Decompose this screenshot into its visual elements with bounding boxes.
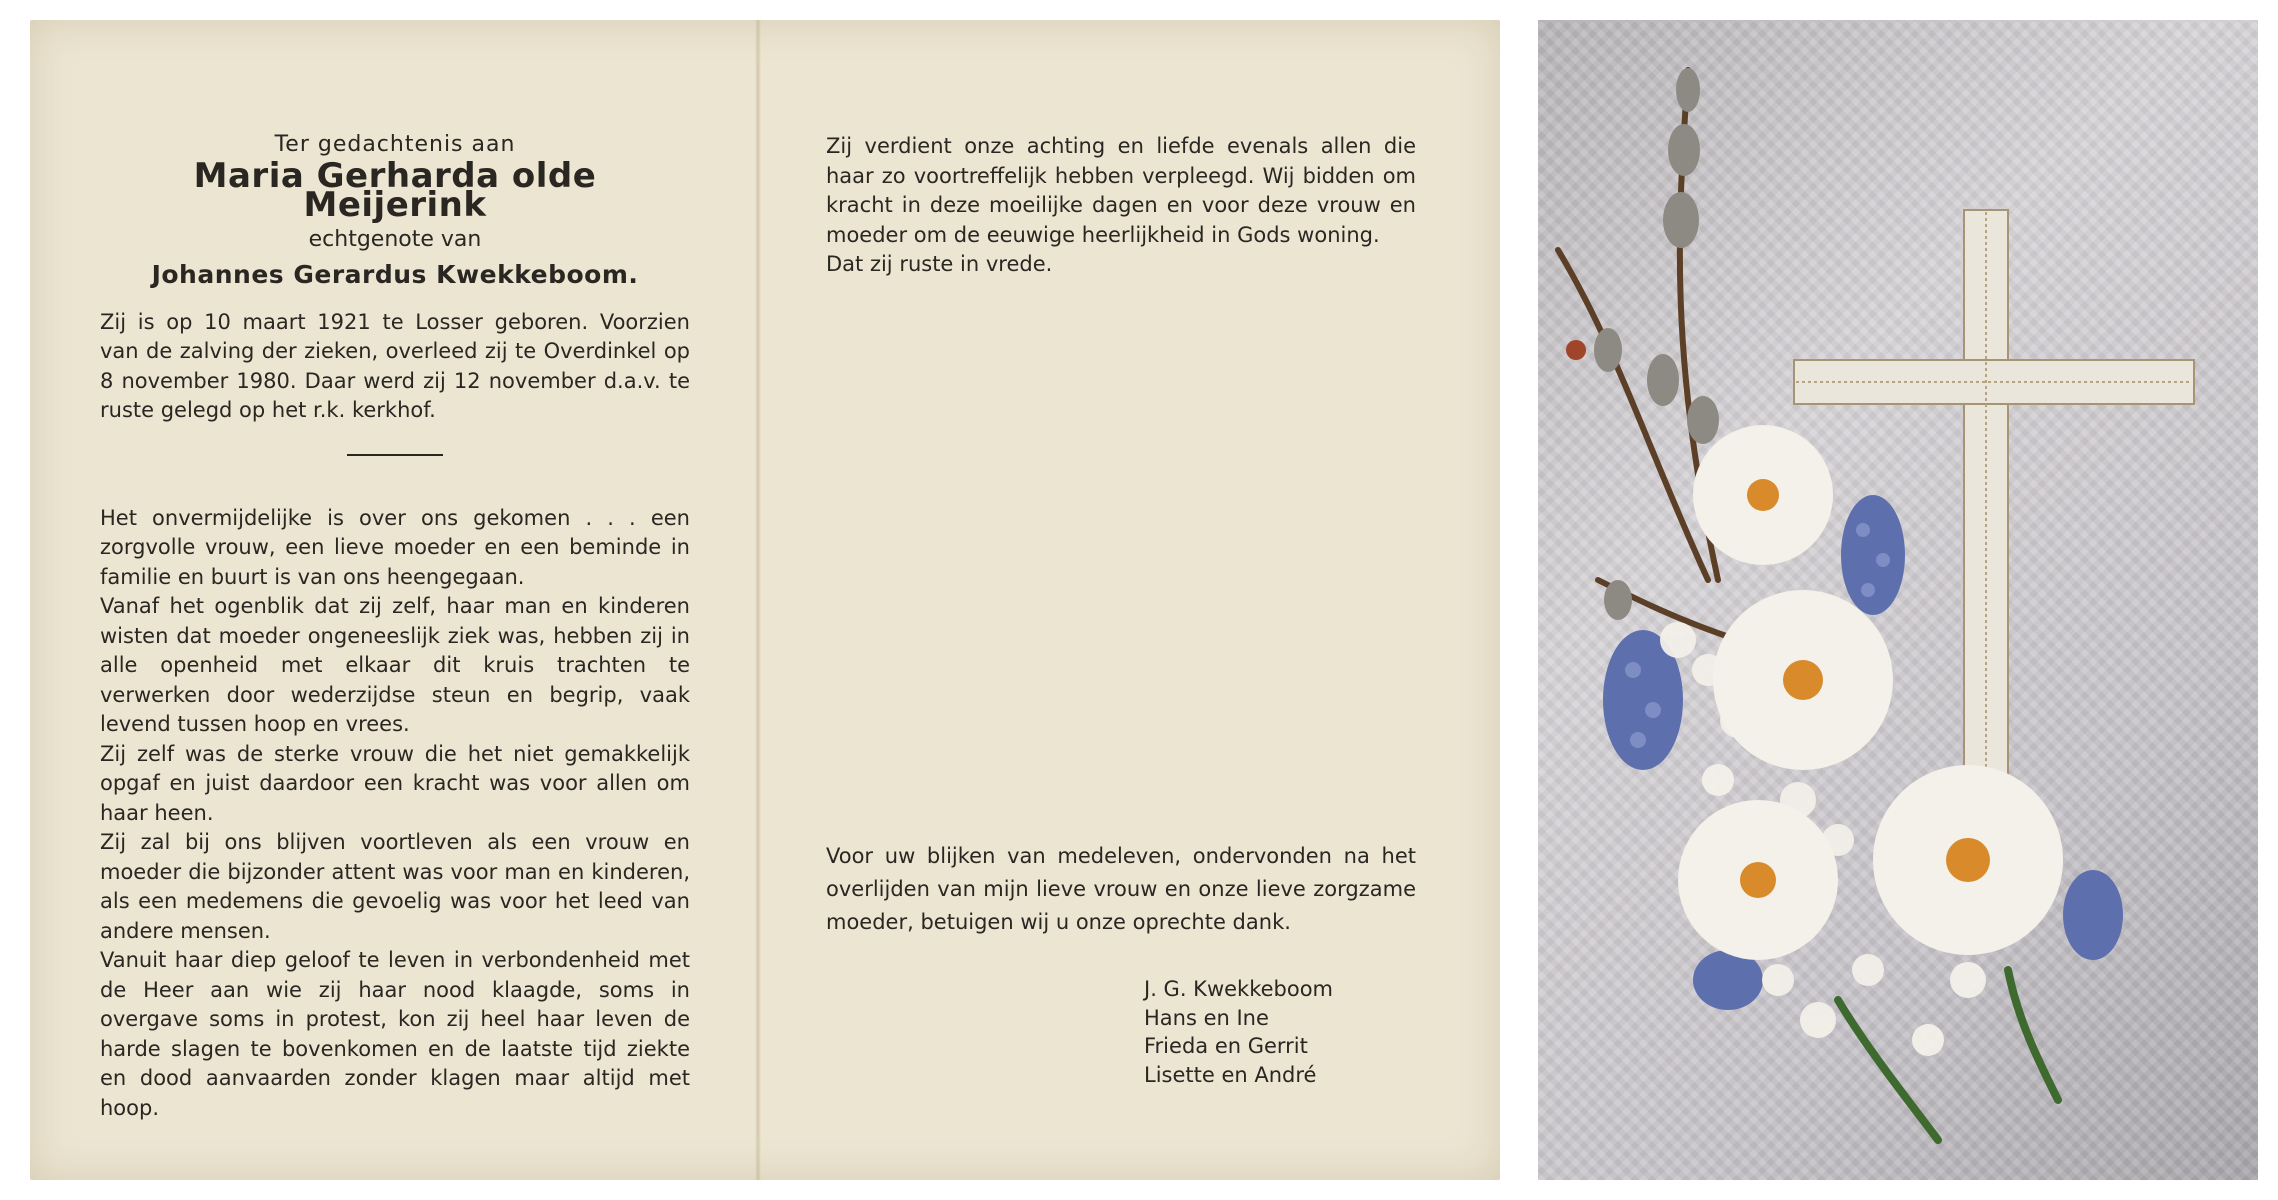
closing-line: Dat zij ruste in vrede. (826, 252, 1053, 276)
paragraph: Zij zal bij ons blijven voortleven als een vrouw en moeder die bijzonder attent was voor man en kinderen, als een medemens die gevoelig was voor het leed van andere mensen. (100, 830, 690, 943)
spouse-intro: echtgenote van (308, 226, 482, 252)
grape-hyacinth-icon (1603, 495, 2123, 1010)
devotional-image (1538, 20, 2258, 1180)
signature-line: Hans en Ine (1144, 1005, 1269, 1030)
signature-line: Frieda en Gerrit (1144, 1034, 1308, 1058)
signatures (1144, 975, 1474, 1089)
paragraph: Vanuit haar diep geloof te leven in verbondenheid met de Heer aan wie zij haar nood klaagde, soms in overgave soms in protest, kon zij heel haar leven de harde slagen te bovenkomen en de laatste tijd ziekte en dood aanvaarden zonder klagen maar altijd met hoop. (100, 948, 690, 1120)
signature-line: Lisette en André (1144, 1062, 1317, 1087)
right-page (826, 132, 1416, 280)
paragraph: Vanaf het ogenblik dat zij zelf, haar man en kinderen wisten dat moeder ongeneeslijk ziek was, hebben zij in alle openheid met elkaar dit kruis trachten te verwerken door wederzijdse steun en begrip, vaak levend tussen hoop en vrees. (100, 594, 690, 736)
cross-and-flowers-illustration (1538, 20, 2258, 1180)
divider (347, 454, 443, 456)
willow-branch-icon (1558, 70, 1738, 640)
intro-line: Ter gedachtenis aan (274, 132, 516, 157)
spouse-name: Johannes Gerardus Kwekkeboom. (151, 260, 639, 289)
biography: Zij is op 10 maart 1921 te Losser geboren. Voorzien van de zalving der zieken, overleed zij te Overdinkel op 8 november 1980. Daar werd zij 12 november d.a.v. te ruste gelegd op het r.k. kerkhof. (100, 309, 690, 422)
card-fold-line (755, 20, 761, 1180)
memorial-card (30, 20, 1500, 1180)
paragraph: Zij zelf was de sterke vrouw die het niet gemakkelijk opgaf en juist daardoor een kracht was voor allen om haar heen. (100, 741, 690, 825)
left-page (100, 112, 690, 1123)
deceased-name: Maria Gerharda olde Meijerink (193, 155, 597, 225)
signature-line: J. G. Kwekkeboom (1144, 977, 1334, 1001)
tribute-text: Zij verdient onze achting en liefde evenals allen die haar zo voortreffelijk hebben verpleegd. Wij bidden om kracht in deze moeilijke dagen en voor deze vrouw en moeder om de eeuwige heerlijkheid in Gods woning. (826, 134, 1416, 247)
thanks-text: Voor uw blijken van medeleven, ondervonden na het overlijden van mijn lieve vrouw en onze lieve zorgzame moeder, betuigen wij u onze oprechte dank. (826, 844, 1416, 934)
paragraph: Het onvermijdelijke is over ons gekomen . . . een zorgvolle vrouw, een lieve moeder en een beminde in familie en buurt is van ons heengegaan. (100, 505, 690, 589)
